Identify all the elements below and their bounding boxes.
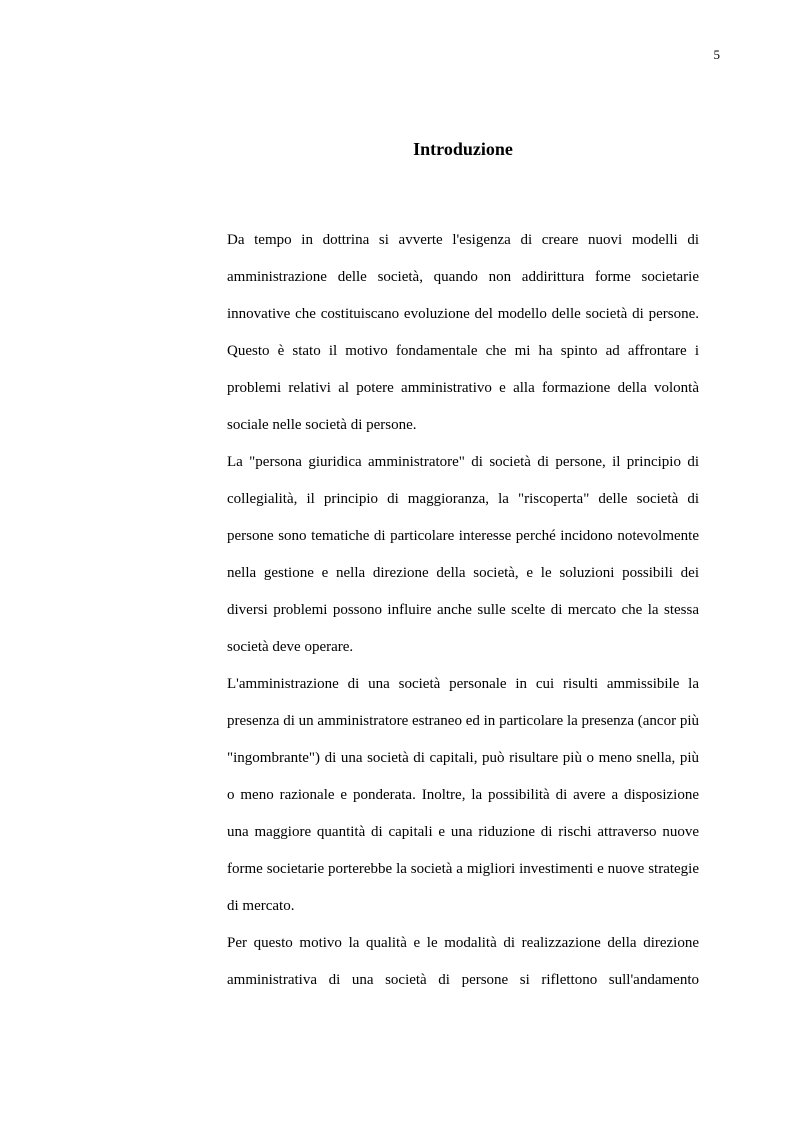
paragraph: Da tempo in dottrina si avverte l'esigenza di creare nuovi modelli di amministrazione delle società, quando non addirittura forme societarie innovative che costituiscano evoluzione del modello delle società di persone. Questo è stato il motivo fondamentale che mi ha spinto ad affrontare i problemi relativi al potere amministrativo e alla formazione della volontà sociale nelle società di persone. [227,232,699,433]
paragraph: Per questo motivo la qualità e le modalità di realizzazione della direzione amministrativa di una società di persone si riflettono sull'andamento [227,935,699,988]
body-text [227,222,699,999]
page-number: 5 [713,47,720,62]
page-title: Introduzione [413,139,513,159]
paragraph: La "persona giuridica amministratore" di società di persone, il principio di collegialità, il principio di maggioranza, la "riscoperta" delle società di persone sono tematiche di particolare interesse perché incidono notevolmente nella gestione e nella direzione della società, e le soluzioni possibili dei diversi problemi possono influire anche sulle scelte di mercato che la stessa società deve operare. [227,454,699,655]
paragraph: L'amministrazione di una società personale in cui risulti ammissibile la presenza di un amministratore estraneo ed in particolare la presenza (ancor più "ingombrante") di una società di capitali, può risultare più o meno snella, più o meno razionale e ponderata. Inoltre, la possibilità di avere a disposizione una maggiore quantità di capitali e una riduzione di rischi attraverso nuove forme societarie porterebbe la società a migliori investimenti e nuove strategie di mercato. [227,676,699,914]
